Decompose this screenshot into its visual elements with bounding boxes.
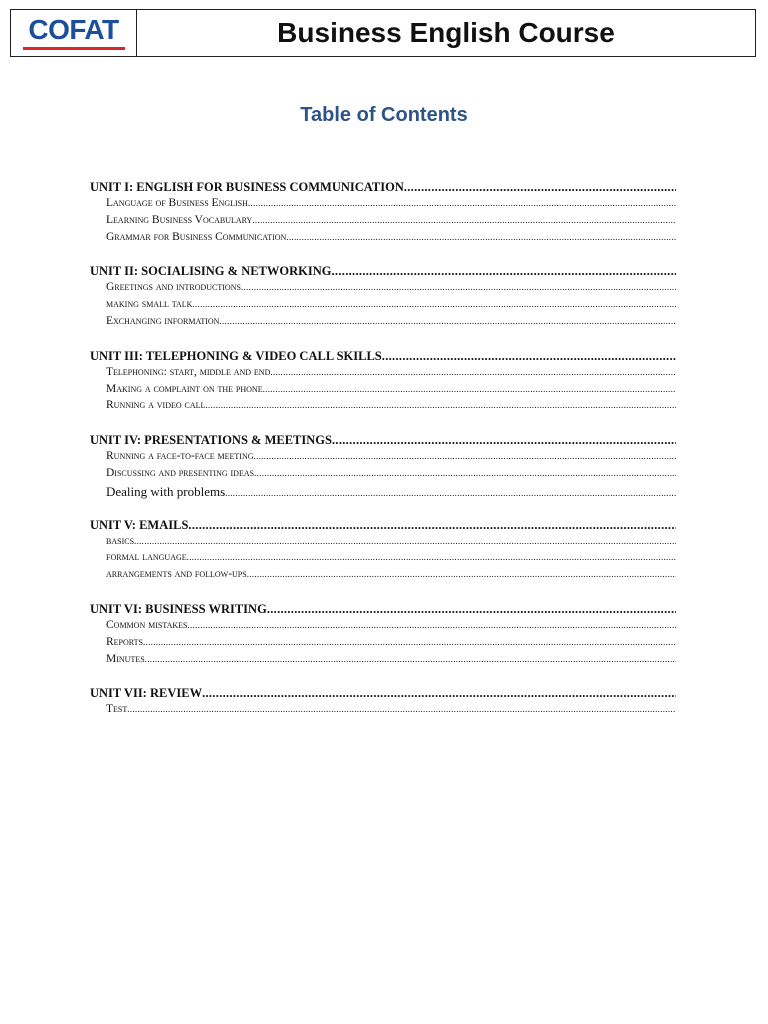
unit-title-label: UNIT I: ENGLISH FOR BUSINESS COMMUNICATION: [90, 180, 404, 194]
leader-dots: [263, 384, 676, 394]
toc-entry[interactable]: [90, 315, 676, 332]
unit-title-label: UNIT V: EMAILS: [90, 517, 189, 532]
toc-entry-label: formal language: [106, 551, 187, 564]
toc-entry-label: Learning Business Vocabulary: [106, 213, 253, 226]
toc-unit-1: [90, 180, 676, 247]
unit-title-label: UNIT IV: PRESENTATIONS & MEETINGS: [90, 433, 332, 448]
toc-unit-5: [90, 518, 676, 585]
unit-title[interactable]: [90, 686, 676, 703]
toc-entry[interactable]: [90, 619, 676, 636]
toc-unit-4: [90, 433, 676, 500]
toc-entry-label: Common mistakes: [106, 618, 188, 631]
leader-dots: [134, 536, 676, 546]
leader-dots: [225, 488, 676, 498]
leader-dots: [332, 264, 677, 279]
leader-dots: [267, 602, 676, 617]
logo-underline: [23, 47, 125, 50]
leader-dots: [188, 518, 676, 533]
toc-entry[interactable]: [90, 231, 676, 248]
toc-entry-label: Discussing and presenting ideas: [106, 466, 255, 479]
toc-entry[interactable]: [90, 399, 676, 416]
leader-dots: [205, 400, 676, 410]
toc-entry-label: Exchanging information: [106, 314, 220, 327]
toc-entry-label: Telephoning: start, middle and end: [106, 365, 271, 378]
unit-title[interactable]: [90, 349, 676, 366]
leader-dots: [247, 569, 676, 579]
toc-entry[interactable]: [90, 197, 676, 214]
toc-entry-label: Greetings and introductions: [106, 281, 241, 294]
toc-entry-label: Reports: [106, 635, 143, 648]
toc-entry[interactable]: [90, 383, 676, 400]
toc-entry[interactable]: [90, 535, 676, 552]
unit-title[interactable]: [90, 518, 676, 535]
toc-entry[interactable]: [90, 568, 676, 585]
toc-entry-label: Dealing with problems: [106, 483, 226, 499]
toc-entry[interactable]: [90, 653, 676, 670]
unit-title-label: UNIT VII: REVIEW: [90, 686, 203, 701]
leader-dots: [187, 552, 676, 562]
toc-entry[interactable]: [90, 551, 676, 568]
toc-entry[interactable]: [90, 467, 676, 484]
toc-entry-label: arrangements and follow-ups: [106, 568, 247, 581]
leader-dots: [192, 299, 676, 309]
toc-heading: Table of Contents: [300, 104, 468, 126]
toc-entry[interactable]: [90, 281, 676, 298]
leader-dots: [254, 468, 676, 478]
toc-entry[interactable]: [90, 214, 676, 231]
document-title: Business English Course: [277, 17, 615, 48]
cofat-logo: [11, 10, 137, 56]
unit-title-label: UNIT VI: BUSINESS WRITING: [90, 601, 267, 616]
document-header: [10, 9, 756, 57]
toc-entry-label: basics: [106, 534, 135, 547]
unit-title[interactable]: [90, 602, 676, 619]
leader-dots: [286, 232, 676, 242]
toc-entry-label: making small talk: [106, 298, 193, 311]
toc-entry[interactable]: [90, 450, 676, 467]
toc-entry-label: Making a complaint on the phone: [106, 382, 263, 395]
toc-entry-label: Running a video call: [106, 399, 206, 412]
toc-entry-label: Running a face-to-face meeting: [106, 450, 254, 463]
toc-entry[interactable]: [90, 366, 676, 383]
toc-unit-7: [90, 686, 676, 720]
leader-dots: [382, 349, 676, 364]
toc-unit-6: [90, 602, 676, 669]
leader-dots: [219, 316, 676, 326]
toc-unit-3: [90, 349, 676, 416]
toc-entry-label: Language of Business English: [106, 197, 248, 209]
logo-text: COFAT: [28, 14, 119, 45]
table-of-contents: [90, 180, 676, 737]
toc-entry[interactable]: [90, 298, 676, 315]
toc-entry[interactable]: [90, 484, 676, 501]
toc-entry[interactable]: [90, 636, 676, 653]
toc-entry-label: Test: [106, 703, 128, 716]
unit-title[interactable]: [90, 264, 676, 281]
leader-dots: [187, 620, 676, 630]
toc-entry-label: Grammar for Business Communication: [106, 230, 287, 243]
leader-dots: [270, 367, 676, 377]
unit-title-label: UNIT II: SOCIALISING & NETWORKING: [90, 264, 332, 279]
unit-title[interactable]: [90, 433, 676, 450]
title-cell: [137, 10, 755, 56]
leader-dots: [143, 637, 676, 647]
toc-unit-2: [90, 264, 676, 331]
leader-dots: [202, 686, 676, 701]
unit-title[interactable]: [90, 180, 676, 197]
unit-title-label: UNIT III: TELEPHONING & VIDEO CALL SKILLS: [90, 348, 382, 363]
leader-dots: [254, 451, 676, 461]
leader-dots: [332, 433, 676, 448]
leader-dots: [248, 198, 676, 208]
toc-entry[interactable]: [90, 703, 676, 720]
leader-dots: [127, 704, 676, 714]
leader-dots: [252, 215, 676, 225]
leader-dots: [145, 654, 676, 664]
leader-dots: [404, 180, 676, 195]
toc-entry-label: Minutes: [106, 652, 145, 665]
leader-dots: [241, 282, 676, 292]
